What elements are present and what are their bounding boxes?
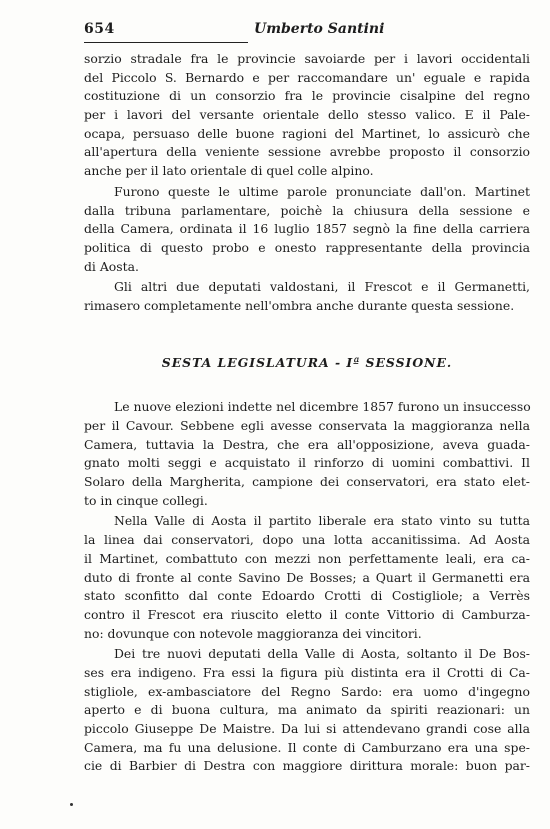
header-rule: [84, 42, 248, 43]
text-line: di Aosta.: [84, 258, 139, 274]
text-line: all'apertura della veniente sessione avrebbe proposto il consorzio: [84, 144, 530, 160]
text-line: ocapa, persuaso delle buone ragioni del Martinet, lo assicurò che: [84, 125, 530, 141]
text-line: rimasero completamente nell'ombra anche durante questa sessione.: [84, 297, 515, 313]
running-head: Umberto Santini: [254, 21, 385, 37]
text-line: politica di questo probo e onesto rappresentante della provincia: [84, 239, 530, 255]
text-line: Camera, ma fu una delusione. Il conte di Camburzano era una spe-: [84, 739, 530, 755]
body-text: [84, 50, 530, 776]
text-line: stigliole, ex-ambasciatore del Regno Sardo: era uomo d'ingegno: [84, 683, 530, 699]
text-line: del Piccolo S. Bernardo e per raccomandare un' eguale e rapida: [84, 69, 530, 85]
text-line: no: dovunque con notevole maggioranza dei vincitori.: [84, 625, 422, 641]
section-paragraph-3: [84, 645, 530, 776]
text-line: il Martinet, combattuto con mezzi non perfettamente leali, era ca-: [84, 550, 530, 566]
text-line: cie di Barbier di Destra con maggiore dirittura morale: buon par-: [84, 758, 530, 774]
text-line: costituzione di un consorzio fra le provincie cisalpine del regno: [84, 88, 530, 104]
page-number: 654: [84, 21, 115, 37]
text-line: gnato molti seggi e acquistato il rinforzo di uomini combattivi. Il: [84, 455, 530, 471]
page-header: [84, 21, 530, 43]
text-line: duto di fronte al conte Savino De Bosses; a Quart il Germanetti era: [84, 569, 530, 585]
section-title: SESTA LEGISLATURA - Iª SESSIONE.: [161, 354, 453, 370]
text-line: la linea dai conservatori, dopo una lotta accanitissima. Ad Aosta: [84, 532, 530, 548]
ink-speck: [70, 803, 73, 806]
section-paragraph-2: [84, 512, 530, 643]
text-line: stato sconfitto dal conte Edoardo Crotti di Costigliole; a Verrès: [84, 588, 530, 604]
text-line: Dei tre nuovi deputati della Valle di Aosta, soltanto il De Bos-: [114, 646, 530, 662]
text-line: ses era indigeno. Fra essi la figura più distinta era il Crotti di Ca-: [84, 664, 530, 680]
text-line: della Camera, ordinata il 16 luglio 1857 segnò la fine della carriera: [84, 221, 530, 237]
paragraph-1: [84, 50, 530, 181]
text-line: Nella Valle di Aosta il partito liberale era stato vinto su tutta: [114, 513, 530, 529]
text-line: per i lavori del versante orientale dello stesso valico. E il Pale-: [84, 107, 530, 123]
paragraph-3: [84, 278, 530, 315]
text-line: aperto e di buona cultura, ma animato da spiriti reazionari: un: [84, 702, 530, 718]
text-line: Gli altri due deputati valdostani, il Frescot e il Germanetti,: [114, 279, 530, 295]
text-line: anche per il lato orientale di quel colle alpino.: [84, 163, 374, 179]
text-line: Camera, tuttavia la Destra, che era all'opposizione, aveva guada-: [84, 436, 530, 452]
paragraph-2: [84, 183, 530, 276]
text-line: Solaro della Margherita, campione dei conservatori, era stato elet-: [84, 474, 530, 490]
text-line: contro il Frescot era riuscito eletto il conte Vittorio di Camburza-: [84, 606, 530, 622]
text-line: piccolo Giuseppe De Maistre. Da lui si attendevano grandi cose alla: [84, 721, 530, 736]
section-paragraph-1: [84, 398, 530, 510]
text-line: per il Cavour. Sebbene egli avesse conservata la maggioranza nella: [84, 418, 530, 433]
text-line: to in cinque collegi.: [84, 492, 208, 508]
text-line: Furono queste le ultime parole pronunciate dall'on. Martinet: [114, 183, 530, 199]
text-line: dalla tribuna parlamentare, poichè la chiusura della sessione e: [84, 202, 530, 218]
text-line: Le nuove elezioni indette nel dicembre 1857 furono un insuccesso: [114, 399, 531, 415]
text-line: sorzio stradale fra le provincie savoiarde per i lavori occidentali: [84, 51, 530, 66]
